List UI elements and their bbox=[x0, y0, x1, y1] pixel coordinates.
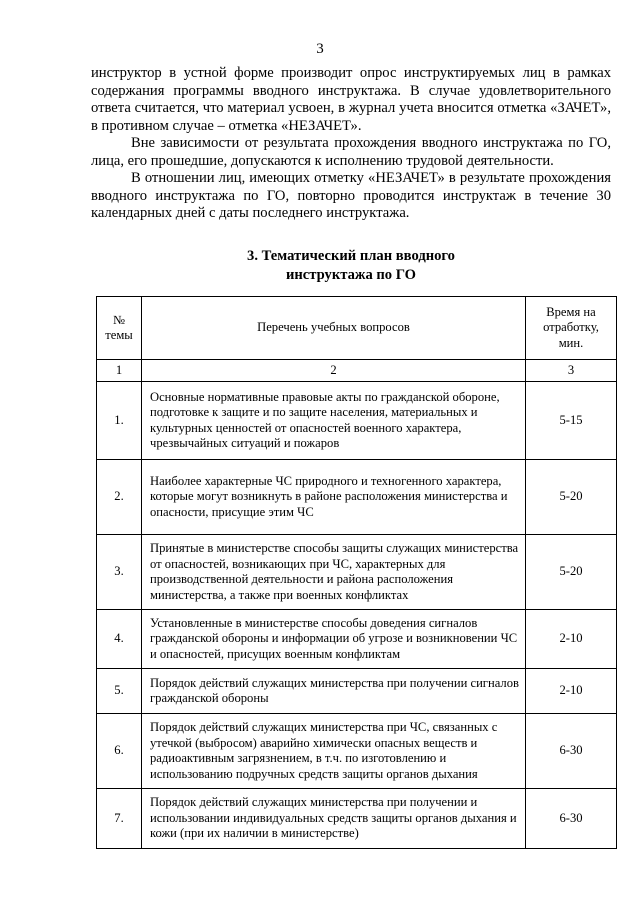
topic-time: 2-10 bbox=[526, 669, 617, 714]
thematic-plan-table bbox=[96, 296, 617, 849]
topic-text: Принятые в министерстве способы защиты служащих министерства от опасностей, возникающих при ЧС, характерных для производственной деятельности и района расположения министерства, а также при военных конфликтах bbox=[142, 535, 526, 610]
header-topic-number: № темы bbox=[97, 297, 142, 360]
topic-text: Установленные в министерстве способы доведения сигналов гражданской обороны и информации об угрозе и возникновении ЧС и опасностей, присущих военным конфликтам bbox=[142, 610, 526, 669]
topic-time: 2-10 bbox=[526, 610, 617, 669]
topic-number: 6. bbox=[97, 714, 142, 789]
table-row bbox=[97, 535, 617, 610]
column-numbers-row bbox=[97, 360, 617, 382]
column-number-2: 2 bbox=[142, 360, 526, 382]
paragraph-2: Вне зависимости от результата прохождения вводного инструктажа по ГО, лица, его прошедшие, допускаются к исполнению трудовой деятельности. bbox=[91, 135, 611, 169]
table-row bbox=[97, 714, 617, 789]
topic-number: 2. bbox=[97, 460, 142, 535]
topic-text: Порядок действий служащих министерства при получении сигналов гражданской обороны bbox=[142, 669, 526, 714]
topic-text: Наиболее характерные ЧС природного и техногенного характера, которые могут возникнуть в районе расположения министерства и опасности, присущие этим ЧС bbox=[142, 460, 526, 535]
topic-number: 1. bbox=[97, 382, 142, 460]
section-title-line-2: инструктажа по ГО bbox=[285, 267, 417, 283]
topic-text: Порядок действий служащих министерства при ЧС, связанных с утечкой (выбросом) аварийно химически опасных веществ и радиоактивным загрязнением, в т.ч. по изготовлению и использованию подручных средств защиты органов дыхания bbox=[142, 714, 526, 789]
topic-time: 5-20 bbox=[526, 460, 617, 535]
table-row bbox=[97, 610, 617, 669]
header-time: Время на отработку, мин. bbox=[526, 297, 617, 360]
topic-number: 5. bbox=[97, 669, 142, 714]
column-number-1: 1 bbox=[97, 360, 142, 382]
paragraph-1: инструктор в устной форме производит опрос инструктируемых лиц в рамках содержания программы вводного инструктажа. В случае удовлетворительного ответа считается, что материал усвоен, в журнал учета вносится отметка «ЗАЧЕТ», в противном случае – отметка «НЕЗАЧЕТ». bbox=[91, 65, 611, 134]
section-title bbox=[91, 247, 611, 285]
table-row bbox=[97, 382, 617, 460]
page-number: 3 bbox=[316, 41, 324, 57]
table-row bbox=[97, 460, 617, 535]
topic-time: 6-30 bbox=[526, 789, 617, 849]
topic-text: Порядок действий служащих министерства при получении и использовании индивидуальных средств защиты органов дыхания и кожи (при их наличии в министерстве) bbox=[142, 789, 526, 849]
topic-time: 5-20 bbox=[526, 535, 617, 610]
topic-time: 6-30 bbox=[526, 714, 617, 789]
column-number-3: 3 bbox=[526, 360, 617, 382]
paragraph-3: В отношении лиц, имеющих отметку «НЕЗАЧЕТ» в результате прохождения вводного инструктажа по ГО, повторно проводится инструктаж в течение 30 календарных дней с даты последнего инструктажа. bbox=[91, 170, 611, 221]
table-row bbox=[97, 789, 617, 849]
topic-number: 7. bbox=[97, 789, 142, 849]
topic-number: 4. bbox=[97, 610, 142, 669]
table-row bbox=[97, 669, 617, 714]
topic-time: 5-15 bbox=[526, 382, 617, 460]
body-text bbox=[91, 65, 611, 223]
topic-text: Основные нормативные правовые акты по гражданской обороне, подготовке к защите и по защите населения, материальных и культурных ценностей от опасностей военного характера, чрезвычайных ситуаций и пожаров bbox=[142, 382, 526, 460]
table-header-row bbox=[97, 297, 617, 360]
topic-number: 3. bbox=[97, 535, 142, 610]
header-questions: Перечень учебных вопросов bbox=[142, 297, 526, 360]
section-title-line-1: 3. Тематический план вводного bbox=[247, 248, 455, 264]
